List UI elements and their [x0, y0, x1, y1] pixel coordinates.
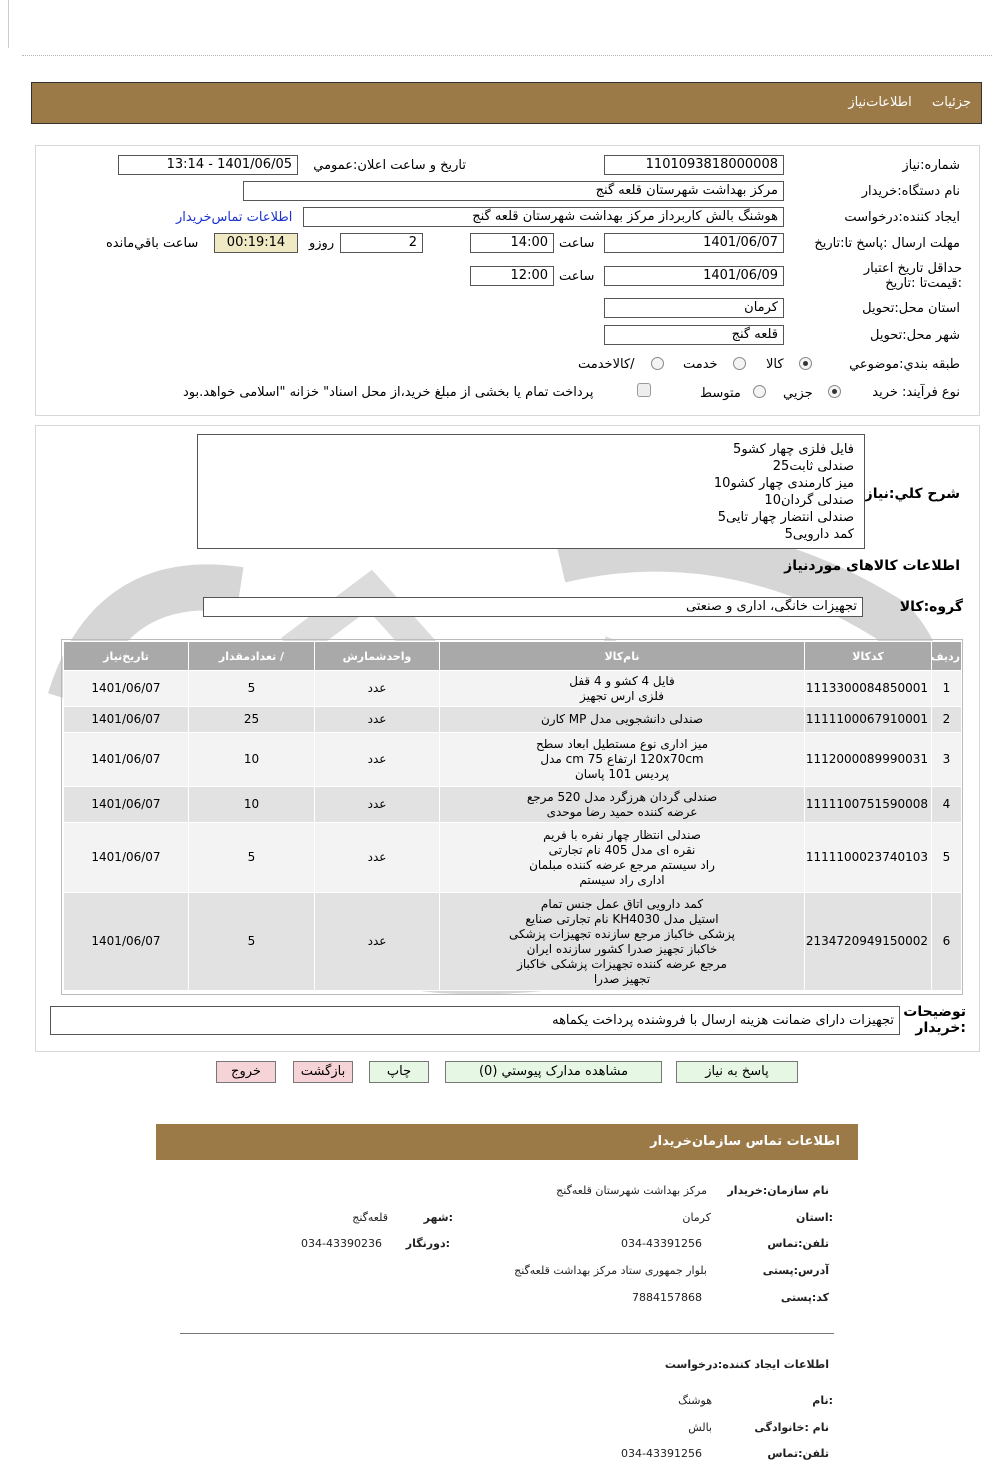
validity-time-label: ساعت [559, 269, 595, 284]
contact-org-value: مرکز بهداشت شهرستان قلعه‌گنج [556, 1184, 707, 1197]
category-both-radio[interactable] [651, 357, 664, 370]
province-field: کرمان [604, 298, 784, 318]
cell-date: 1401/06/07 [64, 733, 189, 787]
attachments-button[interactable]: مشاهده مدارک پيوستي (0) [445, 1061, 662, 1083]
payment-note: پرداخت تمام يا بخشی از مبلغ خريد،از محل اسناد" خزانه "اسلامی خواهد.بود [183, 385, 594, 400]
validity-label: حداقل تاريخ اعتبار :قيمت‌تا :تاريخ [863, 261, 962, 291]
table-row [64, 787, 962, 823]
cell-date: 1401/06/07 [64, 707, 189, 733]
cell-name [440, 671, 805, 707]
cell-name-line: فلزی ارس تجهيز [580, 688, 664, 703]
cell-name-line: پرديس 101 پاسان [574, 767, 669, 781]
buyer-notes-field: تجهيزات دارای ضمانت هزينه ارسال با فروشنده پرداخت يکماهه [50, 1006, 900, 1035]
cell-code: 1113300084850001 [805, 671, 932, 707]
cell-name-line: صندلی انتظار چهار نفره با فريم [543, 827, 701, 842]
table-row [64, 823, 962, 893]
cell-date: 1401/06/07 [64, 893, 189, 991]
deadline-date-field: 1401/06/07 [604, 233, 784, 253]
goods-section-title: اطلاعات کالاهای موردنياز [784, 558, 960, 574]
contact-org-label: نام سازمان:خريدار [727, 1184, 829, 1197]
cell-name-line: صندلی گردان هرزگرد مدل 520 مرجع [526, 789, 718, 804]
contact-address-value: بلوار جمهوری ستاد مرکز بهداشت قلعه‌گنج [514, 1264, 707, 1277]
col-header-index: رديف [932, 642, 962, 671]
goods-table [63, 641, 962, 991]
category-goods-radio[interactable] [799, 357, 812, 370]
table-row [64, 707, 962, 733]
deadline-time-label: ساعت [559, 236, 595, 251]
remaining-time-field: 00:19:14 [214, 233, 298, 253]
creator-phone-label: تلفن:تماس [767, 1447, 829, 1460]
cell-index: 3 [932, 733, 962, 787]
cell-qty: 10 [189, 787, 315, 823]
cell-unit: عدد [315, 707, 440, 733]
cell-index: 2 [932, 707, 962, 733]
description-line: صندلی انتضار چهار تايی5 [717, 510, 854, 525]
cell-name-line: اداری راد سيستم [579, 872, 665, 887]
cell-name [440, 733, 805, 787]
cell-name-line: عرضه کننده حميد رضا موحدی [546, 804, 698, 819]
process-medium-label: متوسط [700, 386, 741, 401]
category-label: طبقه بندي:موضوعي [849, 357, 960, 372]
cell-name-line: خاکباز تجهيز صدرا کشور سازنده ايران [526, 941, 718, 956]
cell-code: 1112000089990031 [805, 733, 932, 787]
cell-name-line: استيل مدل KH4030 نام تجارتی صنايع [525, 911, 719, 926]
announce-field: 1401/06/05 - 13:14 [118, 155, 298, 175]
cell-unit: عدد [315, 823, 440, 893]
need-number-field: 1101093818000008 [604, 155, 784, 175]
cell-unit: عدد [315, 733, 440, 787]
description-line: صندلی ثابت25 [772, 459, 854, 474]
cell-name [440, 707, 805, 733]
cell-index: 6 [932, 893, 962, 991]
process-medium-radio[interactable] [753, 385, 766, 398]
requester-field: هوشنگ بالش کاربرداز مرکز بهداشت شهرستان قلعه گنج [303, 207, 784, 227]
contact-province-value: کرمان [682, 1211, 711, 1224]
cell-name-line: کمد دارويی اتاق عمل جنس تمام [540, 896, 704, 911]
breadcrumb-home[interactable]: جزئيات [932, 95, 971, 110]
creator-family-label: نام :خانوادگی [754, 1421, 829, 1434]
cell-unit: عدد [315, 787, 440, 823]
cell-name [440, 823, 805, 893]
cell-name-line: فايل 4 کشو و 4 قفل [569, 673, 675, 688]
description-line: فايل فلزی چهار کشو5 [733, 442, 854, 457]
col-header-name: نام‌کالا [440, 642, 805, 671]
cell-code: 1111100067910001 [805, 707, 932, 733]
deadline-time-field: 14:00 [470, 233, 554, 253]
payment-checkbox[interactable] [637, 383, 651, 397]
cell-name [440, 893, 805, 991]
description-line: کمد دارويی5 [784, 527, 854, 542]
validity-date-field: 1401/06/09 [604, 266, 784, 286]
cell-date: 1401/06/07 [64, 671, 189, 707]
buyer-org-label: نام دستگاه:خريدار [861, 184, 960, 199]
cell-qty: 5 [189, 893, 315, 991]
contact-province-label: :استان [796, 1211, 833, 1224]
description-box [197, 434, 865, 549]
category-goods-label: کالا [766, 357, 784, 372]
process-partial-radio[interactable] [828, 385, 841, 398]
cell-date: 1401/06/07 [64, 823, 189, 893]
creator-title: اطلاعات ايجاد کننده:درخواست [664, 1358, 829, 1371]
creator-name-label: :نام [812, 1394, 833, 1407]
breadcrumb-current[interactable]: اطلاعات‌نياز [848, 95, 912, 110]
contact-postal-value: 7884157868 [632, 1291, 702, 1304]
top-divider [22, 55, 992, 56]
deadline-label: مهلت ارسال :پاسخ تا:تاريخ [814, 236, 960, 251]
category-both-label: /کالاخدمت [578, 357, 635, 372]
creator-family-value: بالش [688, 1421, 712, 1434]
table-row [64, 893, 962, 991]
city-field: قلعه گنج [604, 325, 784, 345]
category-service-label: خدمت [683, 357, 718, 372]
cell-index: 4 [932, 787, 962, 823]
breadcrumb [848, 95, 971, 110]
cell-unit: عدد [315, 893, 440, 991]
days-field: 2 [340, 233, 423, 253]
need-number-label: شماره:نياز [902, 158, 960, 173]
province-label: استان محل:تحويل [862, 301, 960, 316]
creator-phone-value: 034-43391256 [621, 1447, 702, 1460]
contact-divider [180, 1333, 834, 1334]
cell-name-line: مرجع عرضه کننده تجهيزات پزشکی خاکباز [517, 956, 727, 971]
cell-qty: 5 [189, 823, 315, 893]
remaining-label: ساعت باقي‌مانده [106, 236, 199, 251]
creator-name-value: هوشنگ [678, 1394, 712, 1407]
contact-city-label: :شهر [423, 1211, 453, 1224]
cell-unit: عدد [315, 671, 440, 707]
reply-button[interactable]: پاسخ به نياز [676, 1061, 798, 1083]
cell-index: 5 [932, 823, 962, 893]
process-label: نوع فرآيند: خريد [872, 385, 960, 400]
buyer-contact-link[interactable]: اطلاعات تماس‌خريدار [176, 210, 293, 225]
group-field: تجهيزات خانگی، اداری و صنعتی [203, 597, 863, 617]
description-line: صندلی گردان10 [764, 493, 854, 508]
table-row [64, 733, 962, 787]
contact-fax-label: :دورنگار [405, 1237, 450, 1250]
col-header-date: تاريخ‌نياز [64, 642, 189, 671]
contact-fax-value: 034-43390236 [301, 1237, 382, 1250]
process-partial-label: جزيي [783, 386, 813, 401]
validity-time-field: 12:00 [470, 266, 554, 286]
contact-phone-label: تلفن:تماس [767, 1237, 829, 1250]
cell-name-line: صندلی دانشجويی مدل MP کارن [540, 712, 704, 726]
cell-index: 1 [932, 671, 962, 707]
cell-qty: 10 [189, 733, 315, 787]
cell-name-line: نقره ای مدل 405 نام تجارتی [548, 842, 696, 857]
cell-name-line: ميز اداری نوع مستطيل ابعاد سطح [535, 737, 709, 751]
contact-phone-value: 034-43391256 [621, 1237, 702, 1250]
cell-qty: 5 [189, 671, 315, 707]
cell-name-line: پزشکی خاکباز مرجع سازنده تجهيزات پزشکی [509, 926, 735, 941]
exit-button[interactable]: خروج [216, 1061, 276, 1083]
breadcrumb-bar [31, 82, 982, 124]
table-row [64, 671, 962, 707]
cell-name-line: تجهيز صدرا [593, 971, 651, 986]
days-label: روزو [309, 236, 335, 251]
contact-address-label: آدرس:پستی [762, 1264, 829, 1277]
cell-name [440, 787, 805, 823]
cell-name-line: 120x70cm ارتفاع 75 cm مدل [540, 752, 704, 766]
contact-title: اطلاعات تماس سازمان‌خريدار [650, 1134, 840, 1149]
cell-code: 1111100751590008 [805, 787, 932, 823]
contact-city-value: قلعه‌گنج [352, 1211, 388, 1224]
print-button[interactable]: چاپ [369, 1061, 429, 1083]
col-header-code: کدکالا [805, 642, 932, 671]
contact-postal-label: کد:پستی [780, 1291, 829, 1304]
cell-qty: 25 [189, 707, 315, 733]
buyer-notes-label: توضيحات :خريدار [903, 1004, 966, 1036]
buyer-org-field: مرکز بهداشت شهرستان قلعه گنج [243, 181, 784, 201]
cell-code: 2134720949150002 [805, 893, 932, 991]
table-header-row [64, 642, 962, 671]
description-label: شرح کلي:نياز [864, 486, 960, 502]
cell-date: 1401/06/07 [64, 787, 189, 823]
category-service-radio[interactable] [733, 357, 746, 370]
col-header-qty: / تعدادمقدار [189, 642, 315, 671]
left-rule [8, 0, 9, 48]
contact-header [156, 1124, 858, 1160]
cell-code: 1111100023740103 [805, 823, 932, 893]
description-line: ميز کارمندی چهار کشو10 [713, 476, 854, 491]
announce-label: تاريخ و ساعت اعلان:عمومي [313, 158, 466, 173]
back-button[interactable]: بازگشت [293, 1061, 353, 1083]
col-header-unit: واحدشمارش [315, 642, 440, 671]
city-label: شهر محل:تحويل [870, 328, 960, 343]
cell-name-line: راد سيستم مرجع عرضه کننده مبلمان [529, 857, 715, 872]
requester-label: ايجاد کننده:درخواست [844, 210, 960, 225]
group-label: گروه:کالا [899, 599, 963, 615]
